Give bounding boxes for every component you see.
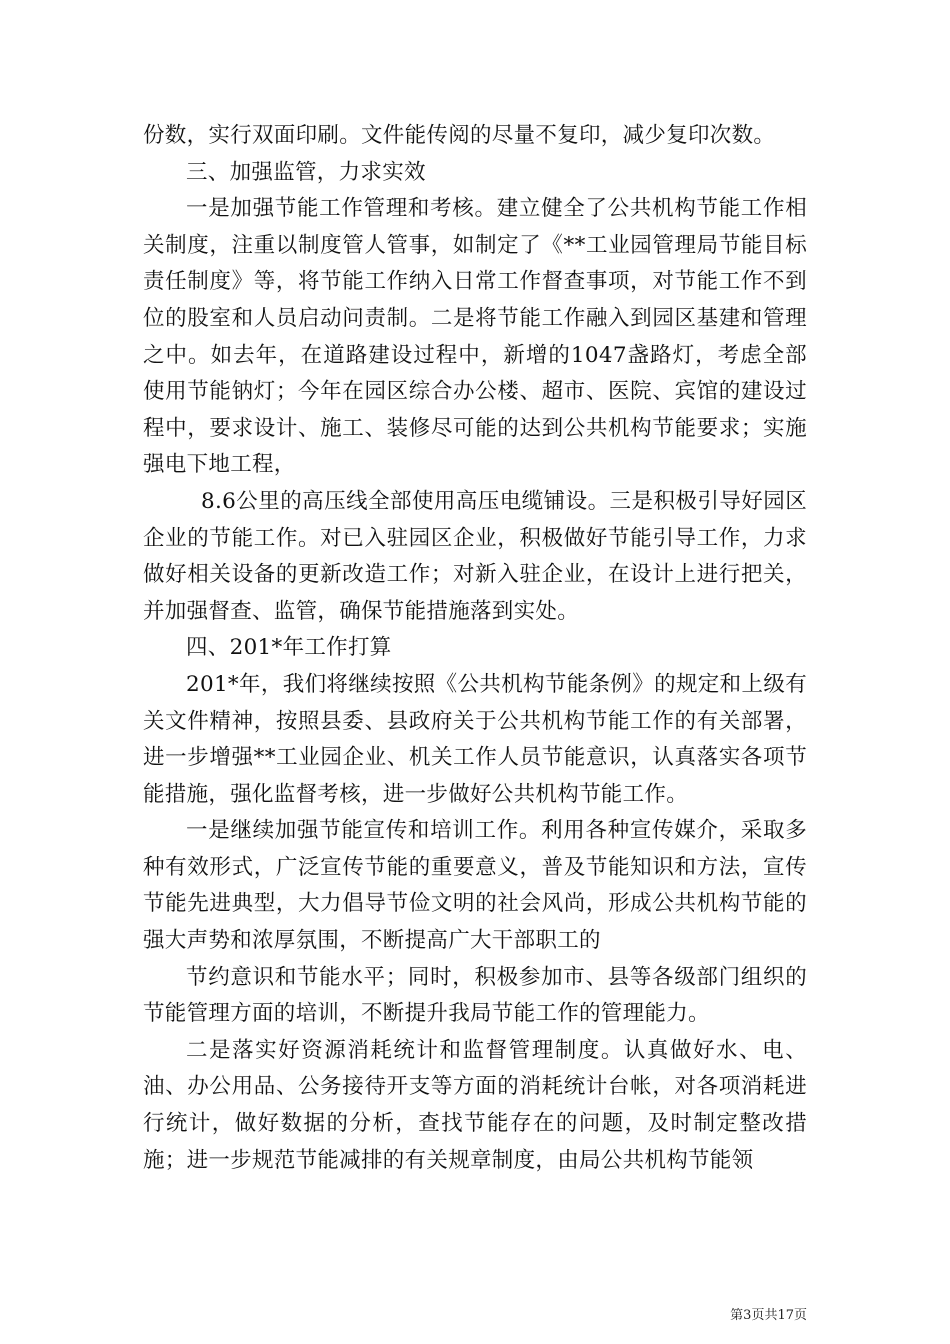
section-heading-4: 四、201*年工作打算 [186, 635, 392, 661]
paragraph-statistics: 二是落实好资源消耗统计和监督管理制度。认真做好水、电、油、办公用品、公务接待开支等方面的消耗统计台帐，对各项消耗进行统计，做好数据的分析，查找节能存在的问题，及时制定整改措施；进一步规范节能减排的有关规章制度，由局公共机构节能领 [143, 1037, 807, 1173]
paragraph-supervision: 一是加强节能工作管理和考核。建立健全了公共机构节能工作相关制度，注重以制度管人管事，如制定了《**工业园管理局节能目标责任制度》等，将节能工作纳入日常工作督查事项，对节能工作不到位的股室和人员启动问责制。二是将节能工作融入到园区基建和管理之中。如去年，在道路建设过程中，新增的1047盏路灯，考虑全部使用节能钠灯；今年在园区综合办公楼、超市、医院、宾馆的建设过程中，要求设计、施工、装修尽可能的达到公共机构节能要求；实施强电下地工程， [143, 196, 807, 478]
paragraph-continuation: 份数，实行双面印刷。文件能传阅的尽量不复印，减少复印次数。 [143, 123, 776, 148]
section-heading-3: 三、加强监管，力求实效 [186, 159, 426, 185]
paragraph-publicity-training: 一是继续加强节能宣传和培训工作。利用各种宣传媒介，采取多种有效形式，广泛宣传节能的重要意义，普及节能知识和方法，宣传节能先进典型，大力倡导节俭文明的社会风尚，形成公共机构节能的强大声势和浓厚氛围，不断提高广大干部职工的 [143, 818, 807, 954]
paragraph-high-voltage: 8.6公里的高压线全部使用高压电缆铺设。三是积极引导好园区企业的节能工作。对已入驻园区企业，积极做好节能引导工作，力求做好相关设备的更新改造工作；对新入驻企业，在设计上进行把关，并加强督查、监管，确保节能措施落到实处。 [143, 488, 807, 624]
page-number: 第3页共17页 [730, 1308, 807, 1323]
paragraph-plan-intro: 201*年，我们将继续按照《公共机构节能条例》的规定和上级有关文件精神，按照县委、县政府关于公共机构节能工作的有关部署，进一步增强**工业园企业、机关工作人员节能意识，认真落实各项节能措施，强化监督考核，进一步做好公共机构节能工作。 [143, 671, 807, 807]
paragraph-awareness: 节约意识和节能水平；同时，积极参加市、县等各级部门组织的节能管理方面的培训，不断提升我局节能工作的管理能力。 [143, 964, 807, 1027]
document-body [143, 118, 807, 1179]
